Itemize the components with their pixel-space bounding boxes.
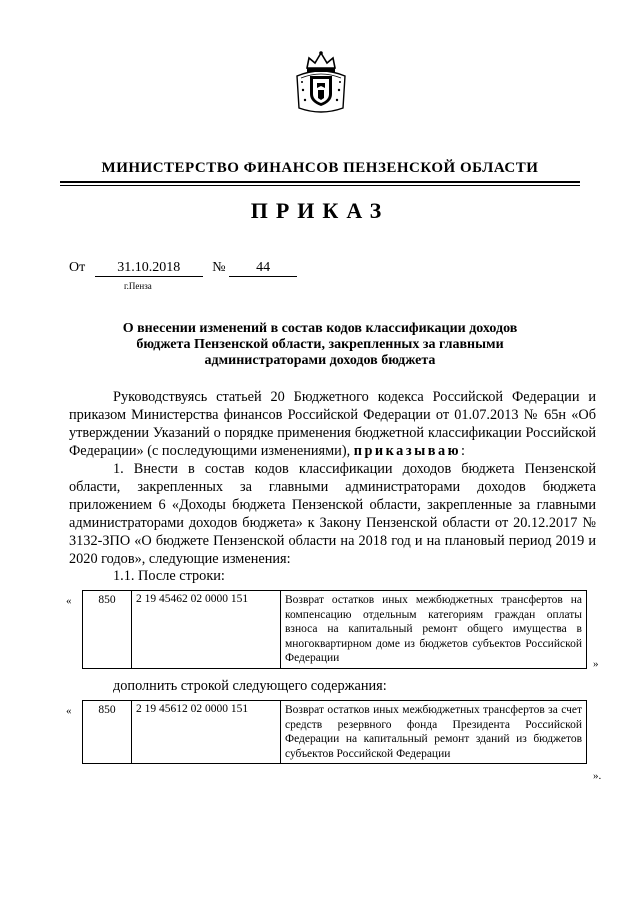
revenue-name: Возврат остатков иных межбюджетных трансфертов за счет средств резервного фонда Президента Российской Федерации на капитальный ремонт зданий из бюджетов субъектов Российской Федерации [281,701,587,764]
revenue-code: 2 19 45612 02 0000 151 [132,701,281,764]
paragraph-item-1-1: 1.1. После строки: [113,568,225,584]
header-rule-thick [60,181,580,183]
table-row [83,591,587,669]
admin-code: 850 [83,701,132,764]
table-row [83,701,587,764]
date-label: От [69,260,86,275]
table2-close-quote: ». [593,770,602,782]
date-line [69,260,297,277]
ministry-name: МИНИСТЕРСТВО ФИНАНСОВ ПЕНЗЕНСКОЙ ОБЛАСТИ [101,160,539,176]
table-existing-row [82,590,587,669]
document-title: О внесении изменений в состав кодов классификации доходов бюджета Пензенской области, закрепленных за главными администраторами доходов бюджета [122,321,518,368]
city: г.Пенза [124,281,152,291]
order-date: 31.10.2018 [95,260,203,277]
order-number: 44 [229,260,297,277]
table1-close-quote: » [593,658,599,670]
table2-open-quote: « [66,705,72,717]
document-body [69,388,596,568]
admin-code: 850 [83,591,132,669]
paragraph-basis: Руководствуясь статьей 20 Бюджетного кодекса Российской Федерации и приказом Министерства финансов Российской Федерации от 01.07.2013 № 65н «Об утверждении Указаний о порядке применения бюджетной классификации Российской Федерации» (с последующими изменениями), приказываю: [69,389,596,459]
table-new-row [82,700,587,764]
command-word: приказываю [353,443,462,459]
paragraph-add-row: дополнить строкой следующего содержания: [113,678,387,694]
paragraph-item-1: 1. Внести в состав кодов классификации доходов бюджета Пензенской области, закрепленных за главными администраторами доходов бюджета приложением 6 «Доходы бюджета Пензенской области, закрепленные за главными администраторами доходов бюджета» к Закону Пензенской области от 20.12.2017 № 3132-ЗПО «О бюджете Пензенской области на 2018 год и на плановый период 2019 и 2020 годов», следующие изменения: [69,461,596,567]
document-type: ПРИКАЗ [250,198,390,223]
penza-coat-of-arms-icon [293,50,349,116]
header-rule-thin [60,185,580,186]
number-label: № [212,260,226,275]
revenue-name: Возврат остатков иных межбюджетных трансфертов на компенсацию отдельным категориям граждан оплаты взноса на капитальный ремонт общего имущества в многоквартирном доме из бюджетов субъектов Российской Федерации [281,591,587,669]
revenue-code: 2 19 45462 02 0000 151 [132,591,281,669]
table1-open-quote: « [66,595,72,607]
